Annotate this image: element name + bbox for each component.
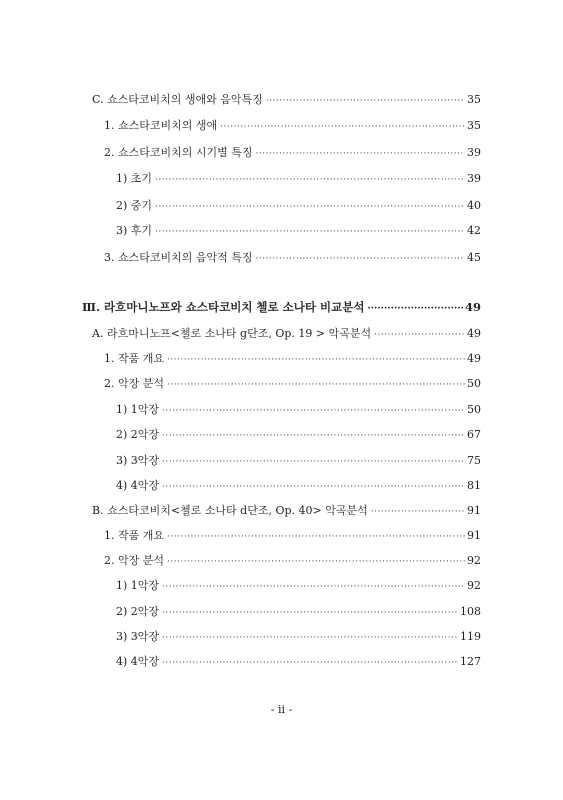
toc-entry-page-number: 42 [467,224,481,237]
toc-entry-page-number: 49 [467,327,481,340]
toc-entry-label: 1. 작품 개요 [104,352,164,365]
toc-entry-label: 3. 쇼스타코비치의 음악적 특징 [104,251,253,264]
toc-entry-label: 1) 1악장 [116,579,160,592]
toc-entry-page-number: 39 [467,172,481,185]
toc-entry-label: B. 쇼스타코비치<첼로 소나타 d단조, Op. 40> 악곡분석 [92,504,368,517]
toc-entry [104,351,481,368]
toc-entry [92,503,481,520]
toc-entry [82,299,481,317]
page-number-footer: - ii - [270,703,293,716]
toc-entry [116,478,481,495]
toc-entry-page-number: 50 [467,403,481,416]
toc-entry [92,92,481,109]
dot-leader [155,199,465,215]
toc-entry-page-number: 49 [467,352,481,365]
toc-entry-label: 2. 쇼스타코비치의 시기별 특징 [104,146,253,159]
dot-leader [256,146,466,162]
dot-leader [167,352,465,368]
toc-entry-label: A. 라흐마니노프<첼로 소나타 g단조, Op. 19 > 악곡분석 [92,327,372,340]
toc-entry [116,654,481,671]
toc-entry [116,427,481,444]
toc-entry [104,250,481,267]
toc-entry-page-number: 81 [467,479,481,492]
toc-entry-label: 2) 중기 [116,199,153,212]
dot-leader [162,428,465,444]
toc-entry [116,223,481,240]
toc-entry-label: 2) 2악장 [116,605,160,618]
toc-entry-label: 2) 2악장 [116,428,160,441]
toc-entry-label: 3) 후기 [116,224,153,237]
toc-entry-label: 4) 4악장 [116,479,160,492]
toc-entry [104,118,481,135]
dot-leader [162,630,458,646]
toc-entry-page-number: 75 [467,454,481,467]
toc-entry-label: 4) 4악장 [116,655,160,668]
toc-entry-label: 2. 악장 분석 [104,554,164,567]
toc-entry-page-number: 49 [464,300,481,314]
toc-entry [104,145,481,162]
dot-leader [155,172,465,188]
toc-entry-page-number: 108 [460,605,481,618]
dot-leader [220,119,465,135]
dot-leader [162,479,465,495]
toc-entry-page-number: 39 [467,146,481,159]
dot-leader [266,93,465,109]
toc-entry [116,578,481,595]
toc-entry-page-number: 35 [467,93,481,106]
dot-leader [167,554,465,570]
toc-entry-page-number: 91 [467,529,481,542]
dot-leader [162,454,465,470]
dot-leader [162,655,458,671]
toc-entry [92,326,481,343]
toc-entry [116,629,481,646]
toc-entry-page-number: 50 [467,377,481,390]
toc-entry-label: Ⅲ. 라흐마니노프와 쇼스타코비치 첼로 소나타 비교분석 [82,300,365,314]
toc-entry-page-number: 92 [467,554,481,567]
toc-entry-page-number: 91 [467,504,481,517]
toc-entry-label: 3) 3악장 [116,454,160,467]
toc-entry-page-number: 35 [467,119,481,132]
dot-leader [367,301,463,317]
toc-entry-label: 2. 악장 분석 [104,377,164,390]
dot-leader [167,377,465,393]
toc-entry [116,453,481,470]
toc-entry [116,402,481,419]
dot-leader [155,224,465,240]
toc-entry [104,553,481,570]
toc-entry-page-number: 67 [467,428,481,441]
toc-entry-label: 1. 작품 개요 [104,529,164,542]
toc-entry [116,171,481,188]
toc-entry-label: C. 쇼스타코비치의 생애와 음악특징 [92,93,263,106]
toc-entry-label: 3) 3악장 [116,630,160,643]
toc-entry-page-number: 127 [460,655,481,668]
toc-entry-page-number: 92 [467,579,481,592]
dot-leader [162,579,465,595]
dot-leader [162,605,458,621]
toc-entry [104,528,481,545]
toc-entry-page-number: 45 [467,251,481,264]
dot-leader [371,504,465,520]
dot-leader [256,251,466,267]
toc-entry [116,604,481,621]
toc-entry-label: 1) 초기 [116,172,153,185]
toc-entry-label: 1) 1악장 [116,403,160,416]
dot-leader [162,403,465,419]
toc-entry [116,198,481,215]
toc-entry-page-number: 119 [460,630,481,643]
toc-entry-label: 1. 쇼스타코비치의 생애 [104,119,218,132]
dot-leader [167,529,465,545]
dot-leader [374,327,465,343]
toc-entry [104,376,481,393]
toc-entry-page-number: 40 [467,199,481,212]
